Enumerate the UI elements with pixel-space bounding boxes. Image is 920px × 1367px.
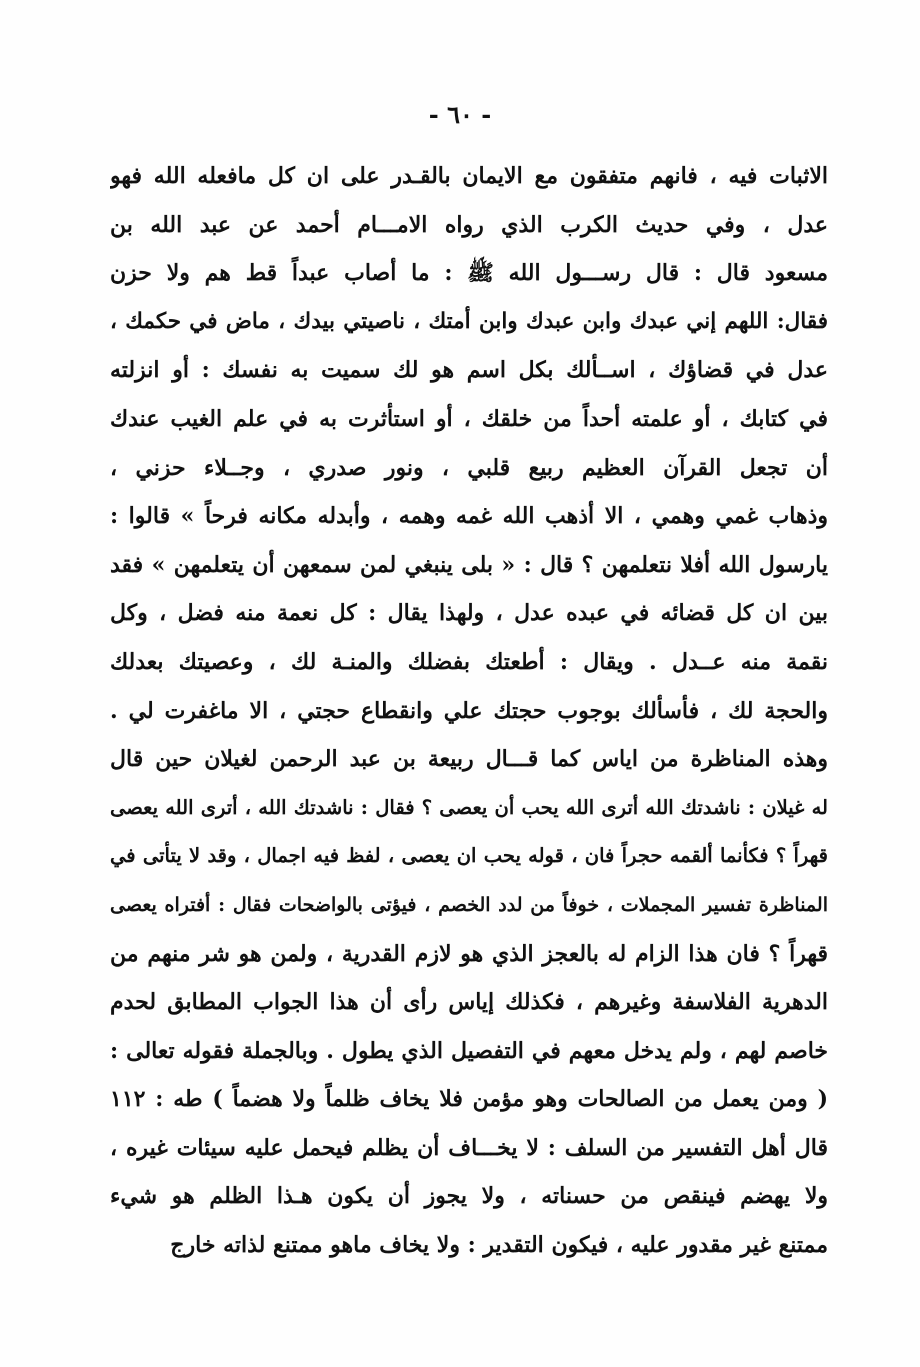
text-line: عدل في قضاؤك ، اســألك بكل اسم هو لك سميت به نفسك : أو انزلته [110, 357, 828, 384]
text-line: ممتنع غير مقدور عليه ، فيكون التقدير : ولا يخاف ماهو ممتنع لذاته خارج [170, 1232, 828, 1259]
text-line: قهراً ؟ فان هذا الزام له بالعجز الذي هو لازم القدرية ، ولمن هو شر منهم من [110, 940, 828, 967]
text-line: يارسول الله أفلا نتعلمهن ؟ قال : « بلى ينبغي لمن سمعهن أن يتعلمهن » فقد [110, 551, 828, 578]
text-line: نقمة منه عــدل . ويقال : أطعتك بفضلك والمنـة لك ، وعصيتك بعدلك [110, 648, 828, 675]
text-line: ولا يهضم فينقص من حسناته ، ولا يجوز أن يكون هـذا الظلم هو شيء [110, 1183, 828, 1210]
text-line: في كتابك ، أو علمته أحداً من خلقك ، أو استأثرت به في علم الغيب عندك [110, 405, 828, 432]
text-line: والحجة لك ، فأسألك بوجوب حجتك علي وانقطاع حجتي ، الا ماغفرت لي . [110, 697, 828, 724]
text-line: ( ومن يعمل من الصالحات وهو مؤمن فلا يخاف ظلماً ولا هضماً ) طه : ١١٢ [110, 1086, 828, 1113]
text-line: عدل ، وفي حديث الكرب الذي رواه الامـــام أحمد عن عبد الله بن [110, 211, 828, 238]
text-line: بين ان كل قضائه في عبده عدل ، ولهذا يقال : كل نعمة منه فضل ، وكل [110, 600, 828, 627]
text-line: فقال: اللهم إني عبدك وابن عبدك وابن أمتك ، ناصيتي بيدك ، ماض في حكمك ، [110, 308, 828, 334]
text-line: وهذه المناظرة من اياس كما قـــال ربيعة بن عبد الرحمن لغيلان حين قال [110, 746, 828, 773]
page-number: - ٦٠ - [428, 100, 492, 129]
text-line: الدهرية الفلاسفة وغيرهم ، فكذلك إياس رأى أن هذا الجواب المطابق لحدم [110, 989, 828, 1016]
text-line: قهراً ؟ فكأنما ألقمه حجراً فان ، قوله يحب ان يعصى ، لفظ فيه اجمال ، وقد لا يتأتى في [110, 844, 828, 868]
page-body-text [110, 152, 828, 1270]
text-line: أن تجعل القرآن العظيم ربيع قلبي ، ونور صدري ، وجــلاء حزني ، [110, 454, 828, 481]
text-line: له غيلان : ناشدتك الله أترى الله يحب أن يعصى ؟ فقال : ناشدتك الله ، أترى الله يعصى [110, 795, 828, 819]
text-line: وذهاب غمي وهمي ، الا أذهب الله غمه وهمه ، وأبدله مكانه فرحاً » قالوا : [110, 503, 828, 530]
text-line: خاصم لهم ، ولم يدخل معهم في التفصيل الذي يطول . وبالجملة فقوله تعالى : [110, 1037, 828, 1064]
text-line: قال أهل التفسير من السلف : لا يخـــاف أن يظلم فيحمل عليه سيئات غيره ، [110, 1134, 828, 1161]
text-line: الاثبات فيه ، فانهم متفقون مع الايمان بالقـدر على ان كل مافعله الله فهو [110, 163, 828, 189]
text-line: المناظرة تفسير المجملات ، خوفاً من لدد الخصم ، فيؤتى بالواضحات فقال : أفتراه يعصى [110, 893, 828, 916]
text-line: مسعود قال : قال رســـول الله ﷺ : ما أصاب عبداً قط هم ولا حزن [110, 260, 828, 287]
